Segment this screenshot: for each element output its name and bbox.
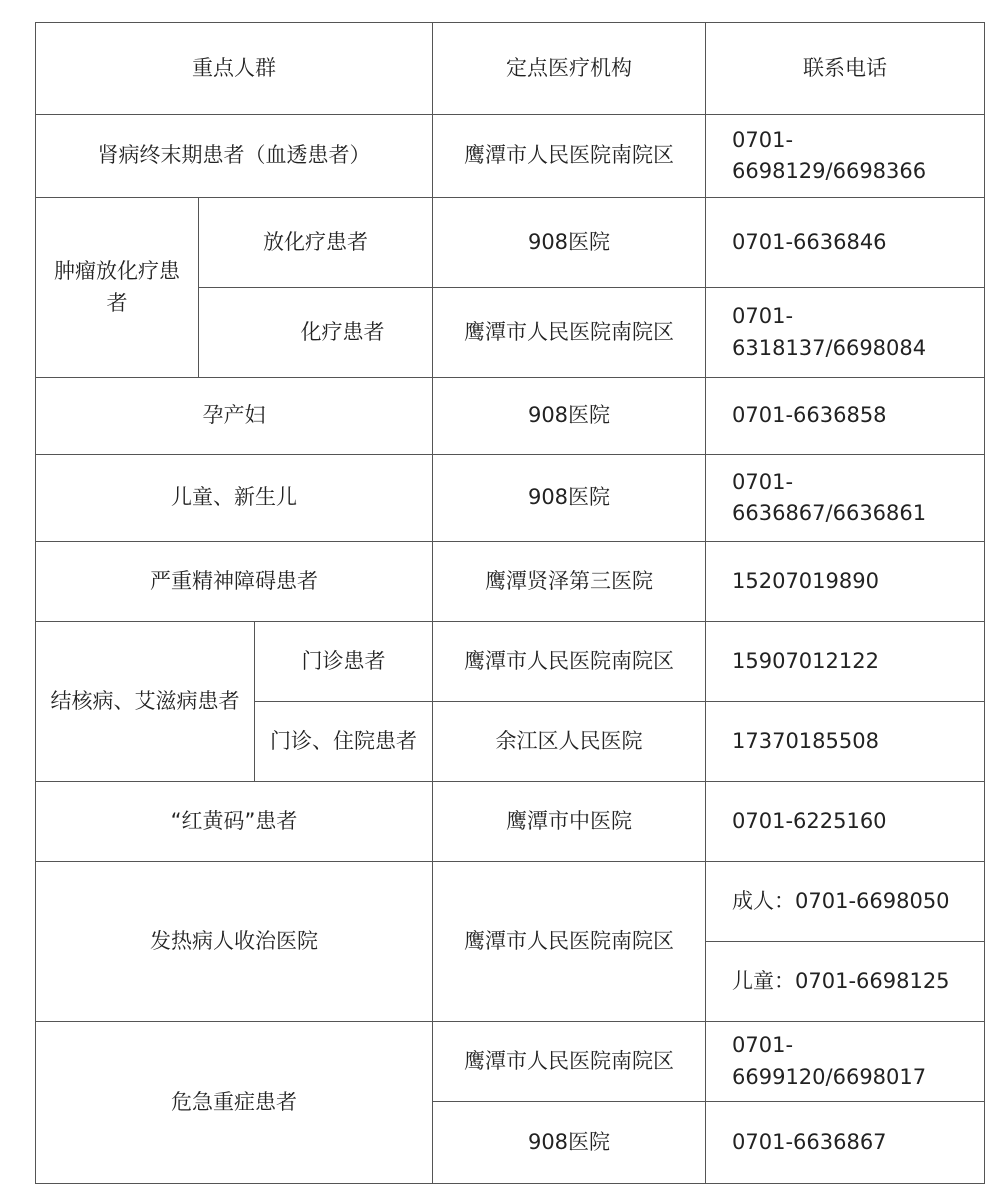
subgroup-cell: 化疗患者 (199, 288, 433, 378)
phone-cell: 0701-6636846 (706, 198, 985, 288)
phone-cell: 0701-6225160 (706, 782, 985, 862)
subgroup-cell: 门诊、住院患者 (255, 702, 433, 782)
group-cell: 儿童、新生儿 (36, 455, 433, 542)
institution-cell: 908医院 (433, 1102, 706, 1184)
group-label: 结核病、艾滋病患者 (50, 688, 240, 713)
group-cell (36, 622, 255, 782)
phone-cell: 15907012122 (706, 622, 985, 702)
institution-cell: 余江区人民医院 (433, 702, 706, 782)
phone-cell: 0701-6318137/6698084 (706, 288, 985, 378)
table-row (36, 198, 985, 288)
table-row (36, 1022, 985, 1102)
subgroup-cell: 门诊患者 (255, 622, 433, 702)
phone-cell: 成人：0701-6698050 (706, 862, 985, 942)
group-cell: 发热病人收治医院 (36, 862, 433, 1022)
header-institution: 定点医疗机构 (433, 23, 706, 115)
table-row (36, 542, 985, 622)
header-row (36, 23, 985, 115)
phone-cell: 0701-6698129/6698366 (706, 115, 985, 198)
institution-cell: 鹰潭市人民医院南院区 (433, 1022, 706, 1102)
table-row (36, 378, 985, 455)
group-cell: 严重精神障碍患者 (36, 542, 433, 622)
institution-cell: 鹰潭市人民医院南院区 (433, 622, 706, 702)
group-cell: “红黄码”患者 (36, 782, 433, 862)
institution-cell: 908医院 (433, 198, 706, 288)
institution-cell: 908医院 (433, 378, 706, 455)
phone-cell: 儿童：0701-6698125 (706, 942, 985, 1022)
institution-cell: 鹰潭市人民医院南院区 (433, 288, 706, 378)
phone-cell: 0701-6636867 (706, 1102, 985, 1184)
institution-cell: 鹰潭贤泽第三医院 (433, 542, 706, 622)
phone-cell: 17370185508 (706, 702, 985, 782)
table-row (36, 622, 985, 702)
group-cell: 肾病终末期患者（血透患者） (36, 115, 433, 198)
table-row (36, 862, 985, 942)
group-cell: 危急重症患者 (36, 1022, 433, 1184)
phone-cell: 0701-6636867/6636861 (706, 455, 985, 542)
phone-cell: 15207019890 (706, 542, 985, 622)
subgroup-cell: 放化疗患者 (199, 198, 433, 288)
institution-cell: 908医院 (433, 455, 706, 542)
header-phone: 联系电话 (706, 23, 985, 115)
institution-cell: 鹰潭市中医院 (433, 782, 706, 862)
institution-cell: 鹰潭市人民医院南院区 (433, 862, 706, 1022)
hospital-contact-table (35, 22, 985, 1184)
phone-cell: 0701-6699120/6698017 (706, 1022, 985, 1102)
group-cell: 孕产妇 (36, 378, 433, 455)
table-row (36, 115, 985, 198)
phone-cell: 0701-6636858 (706, 378, 985, 455)
group-label: 肿瘤放化疗患者 (54, 259, 180, 315)
table-row (36, 782, 985, 862)
group-cell (36, 198, 199, 378)
table-row (36, 455, 985, 542)
header-group: 重点人群 (36, 23, 433, 115)
institution-cell: 鹰潭市人民医院南院区 (433, 115, 706, 198)
